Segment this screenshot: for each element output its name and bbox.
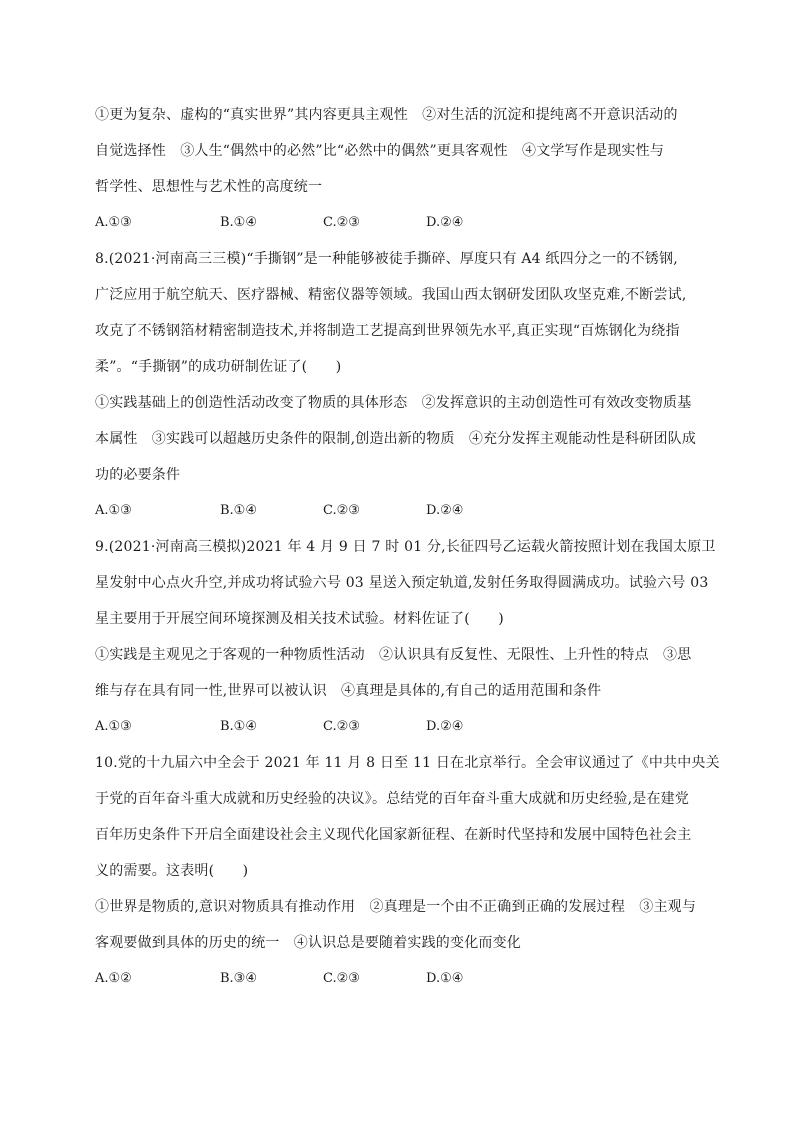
- q8-option-b[interactable]: B.①④: [220, 503, 257, 518]
- q9-options: [95, 718, 695, 736]
- q9-stem-line-3: 星主要用于开展空间环境探测及相关技术试验。材料佐证了( ): [95, 611, 504, 627]
- q9-statement-line-2: 维与存在具有同一性,世界可以被认识 ④真理是具体的,有自己的适用范围和条件: [95, 683, 602, 699]
- q7-options: [95, 214, 695, 232]
- q7-statement-line-2: 自觉选择性 ③人生“偶然中的必然”比“必然中的偶然”更具客观性 ④文学写作是现实性与: [95, 143, 665, 159]
- q7-statement-line-3: 哲学性、思想性与艺术性的高度统一: [95, 179, 323, 195]
- q9-stem-line-1: 9.(2021·河南高三模拟)2021 年 4 月 9 日 7 时 01 分,长征四号乙运载火箭按照计划在我国太原卫: [95, 539, 716, 555]
- q8-option-d[interactable]: D.②④: [426, 503, 464, 518]
- q7-statement-line-1: ①更为复杂、虚构的“真实世界”其内容更具主观性 ②对生活的沉淀和提纯离不开意识活动的: [95, 107, 678, 123]
- q10-options: [95, 970, 695, 988]
- q10-option-c[interactable]: C.②③: [323, 971, 360, 986]
- q9-stem-line-2: 星发射中心点火升空,并成功将试验六号 03 星送入预定轨道,发射任务取得圆满成功。试验六号 03: [95, 575, 709, 591]
- q9-option-c[interactable]: C.②③: [323, 719, 360, 734]
- q10-option-a[interactable]: A.①②: [95, 971, 132, 986]
- q8-stem-line-1: 8.(2021·河南高三三模)“手撕钢”是一种能够被徒手撕碎、厚度只有 A4 纸四分之一的不锈钢,: [95, 251, 678, 267]
- q8-stem-line-4: 柔”。“手撕钢”的成功研制佐证了( ): [95, 359, 342, 375]
- q9-statement-line-1: ①实践是主观见之于客观的一种物质性活动 ②认识具有反复性、无限性、上升性的特点 ③思: [95, 647, 692, 663]
- q8-stem-line-3: 攻克了不锈钢箔材精密制造技术,并将制造工艺提高到世界领先水平,真正实现“百炼钢化为绕指: [95, 323, 680, 339]
- q9-option-b[interactable]: B.①④: [220, 719, 257, 734]
- q7-option-c[interactable]: C.②③: [323, 215, 360, 230]
- q10-stem-line-4: 义的需要。这表明( ): [95, 863, 249, 879]
- q10-statement-line-2: 客观要做到具体的历史的统一 ④认识总是要随着实践的变化而变化: [95, 935, 521, 951]
- q10-stem-line-3: 百年历史条件下开启全面建设社会主义现代化国家新征程、在新时代坚持和发展中国特色社会主: [95, 827, 692, 843]
- q7-option-a[interactable]: A.①③: [95, 215, 132, 230]
- q10-stem-line-2: 于党的百年奋斗重大成就和历史经验的决议》。总结党的百年奋斗重大成就和历史经验,是在建党: [95, 791, 690, 807]
- q10-stem-line-1: 10.党的十九届六中全会于 2021 年 11 月 8 日至 11 日在北京举行。全会审议通过了《中共中央关: [95, 755, 720, 771]
- q10-statement-line-1: ①世界是物质的,意识对物质具有推动作用 ②真理是一个由不正确到正确的发展过程 ③主观与: [95, 899, 697, 915]
- q8-option-c[interactable]: C.②③: [323, 503, 360, 518]
- q10-option-d[interactable]: D.①④: [426, 971, 464, 986]
- q8-statement-line-1: ①实践基础上的创造性活动改变了物质的具体形态 ②发挥意识的主动创造性可有效改变物质基: [95, 395, 692, 411]
- q9-option-d[interactable]: D.②④: [426, 719, 464, 734]
- q8-options: [95, 502, 695, 520]
- q8-statement-line-3: 功的必要条件: [95, 467, 181, 483]
- q9-option-a[interactable]: A.①③: [95, 719, 132, 734]
- q8-option-a[interactable]: A.①③: [95, 503, 132, 518]
- q8-statement-line-2: 本属性 ③实践可以超越历史条件的限制,创造出新的物质 ④充分发挥主观能动性是科研团队成: [95, 431, 697, 447]
- q7-option-d[interactable]: D.②④: [426, 215, 464, 230]
- q7-option-b[interactable]: B.①④: [220, 215, 257, 230]
- q10-option-b[interactable]: B.③④: [220, 971, 257, 986]
- q8-stem-line-2: 广泛应用于航空航天、医疗器械、精密仪器等领域。我国山西太钢研发团队攻坚克难,不断尝试,: [95, 287, 687, 303]
